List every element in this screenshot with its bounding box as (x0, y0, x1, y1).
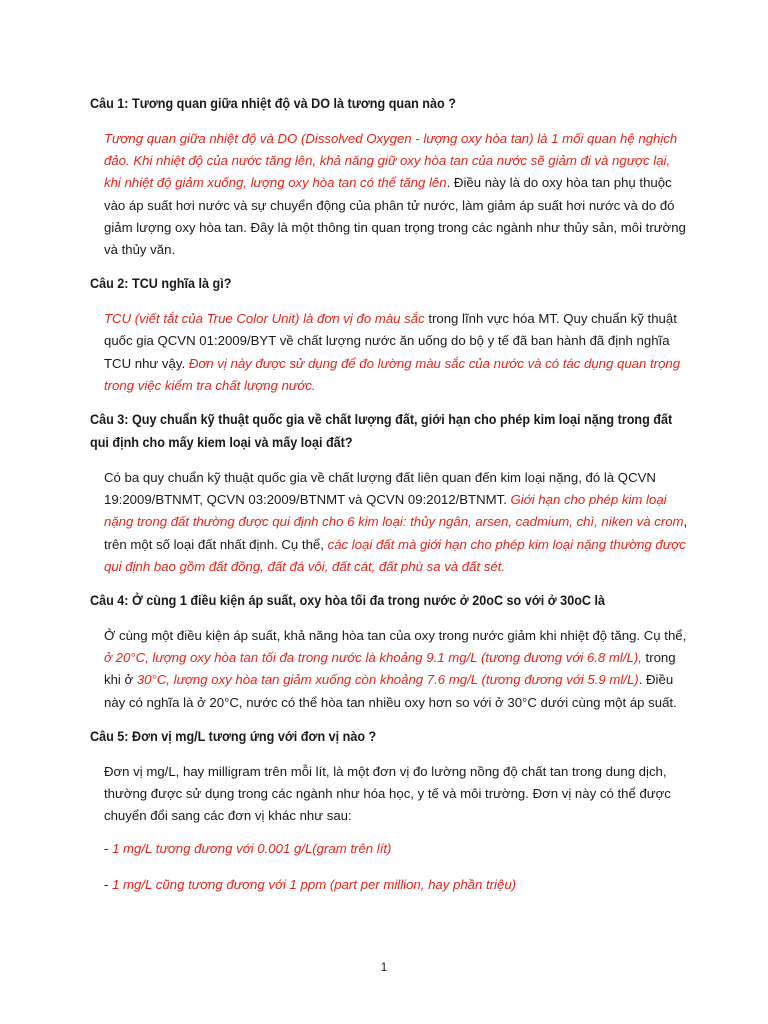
page-number: 1 (380, 960, 388, 974)
question-3-heading: Câu 3: Quy chuẩn kỹ thuật quốc gia về chất lượng đất, giới hạn cho phép kim loại nặng trong đất qui định cho mấy kiem loại và mấy loại đất? (90, 411, 673, 451)
answer-3-highlight-2: các loại đất mà giới hạn cho phép kim loại nặng thường được qui định bao gồm đất đồng, đất đá vôi, đất cát, đất phù sa và đất sét. (104, 536, 686, 574)
answer-1-text: . Điều này là do oxy hòa tan phụ thuộc vào áp suất hơi nước và sự chuyển động của phân tử nước, làm giảm áp suất hơi nước và do đó giảm lượng oxy hòa tan. Đây là một thông tin quan trọng trong các ngành như thủy sản, môi trường và thủy văn. (104, 175, 686, 258)
answer-4 (104, 625, 690, 714)
answer-4-highlight-2: 30°C, lượng oxy hòa tan giảm xuống còn khoảng 7.6 mg/L (tương đương với 5.9 ml/L) (136, 672, 639, 688)
bullet-dash: - (104, 876, 113, 892)
answer-1-highlight: Tương quan giữa nhiệt độ và DO (Dissolved Oxygen - lượng oxy hòa tan) là 1 mối quan hệ nghịch đảo. Khi nhiệt độ của nước tăng lên, khả năng giữ oxy hòa tan của nước sẽ giảm đi và ngược lại, khi nhiệt độ giảm xuống, lượng oxy hòa tan có thể tăng lên (104, 131, 678, 191)
answer-1 (104, 128, 690, 261)
answer-3 (104, 467, 690, 578)
answer-2-text: trong lĩnh vực hóa MT. Quy chuẩn kỹ thuật quốc gia QCVN 01:2009/BYT về chất lượng nước ăn uống do bộ y tế đã ban hành đã định nghĩa TCU như vậy. (104, 311, 677, 371)
bullet-item-1 (104, 838, 690, 860)
bullet-item-2-text: 1 mg/L cũng tương đương với 1 ppm (part per million, hay phần triệu) (112, 876, 517, 892)
answer-5: Đơn vị mg/L, hay milligram trên mỗi lít, là một đơn vị đo lường nồng độ chất tan trong dung dịch, thường được sử dụng trong các ngành như hóa học, y tế và môi trường. Đơn vị này có thể được chuyển đổi sang các đơn vị khác như sau: (104, 763, 671, 824)
answer-2-highlight-2: Đơn vị này được sử dụng để đo lường màu sắc của nước và có tác dụng quan trọng trong việc kiểm tra chất lượng nước. (104, 355, 681, 393)
answer-4-text-3: . Điều này có nghĩa là ở 20°C, nước có thể hòa tan nhiều oxy hơn so với ở 30°C dưới cùng một áp suất. (104, 672, 677, 710)
answer-4-highlight-1: ở 20°C, lượng oxy hòa tan tối đa trong nước là khoảng 9.1 mg/L (tương đương với 6.8 ml/L), (104, 650, 642, 666)
answer-2 (104, 308, 690, 397)
document-body (90, 92, 690, 909)
answer-4-text-2: trong khi ở (104, 650, 676, 688)
question-5-heading: Câu 5: Đơn vị mg/L tương ứng với đơn vị nào ? (90, 727, 377, 744)
question-2-heading: Câu 2: TCU nghĩa là gì? (90, 275, 232, 292)
bullet-item-1-text: 1 mg/L tương đương với 0.001 g/L(gram trên lít) (112, 841, 392, 857)
question-4-heading: Câu 4: Ở cùng 1 điều kiện áp suất, oxy hòa tối đa trong nước ở 20oC so với ở 30oC là (90, 592, 606, 609)
question-1-heading: Câu 1: Tương quan giữa nhiệt độ và DO là tương quan nào ? (90, 95, 456, 111)
answer-3-text-2: , trên một số loại đất nhất định. Cụ thể, (104, 514, 688, 552)
bullet-dash: - (104, 841, 113, 857)
answer-3-highlight-1: Giới hạn cho phép kim loại nặng trong đất thường được qui định cho 6 kim loại: thủy ngân, arsen, cadmium, chì, niken và crom (104, 492, 684, 530)
bullet-item-2 (104, 874, 690, 896)
answer-3-text-1: Có ba quy chuẩn kỹ thuật quốc gia về chất lượng đất liên quan đến kim loại nặng, đó là QCVN 19:2009/BTNMT, QCVN 03:2009/BTNMT và QCVN 09:2012/BTNMT. (104, 470, 656, 508)
answer-2-highlight-1: TCU (viết tắt của True Color Unit) là đơn vị đo màu sắc (104, 311, 425, 327)
answer-4-text-1: Ở cùng một điều kiện áp suất, khả năng hòa tan của oxy trong nước giảm khi nhiệt độ tăng. Cụ thể, (104, 628, 687, 644)
